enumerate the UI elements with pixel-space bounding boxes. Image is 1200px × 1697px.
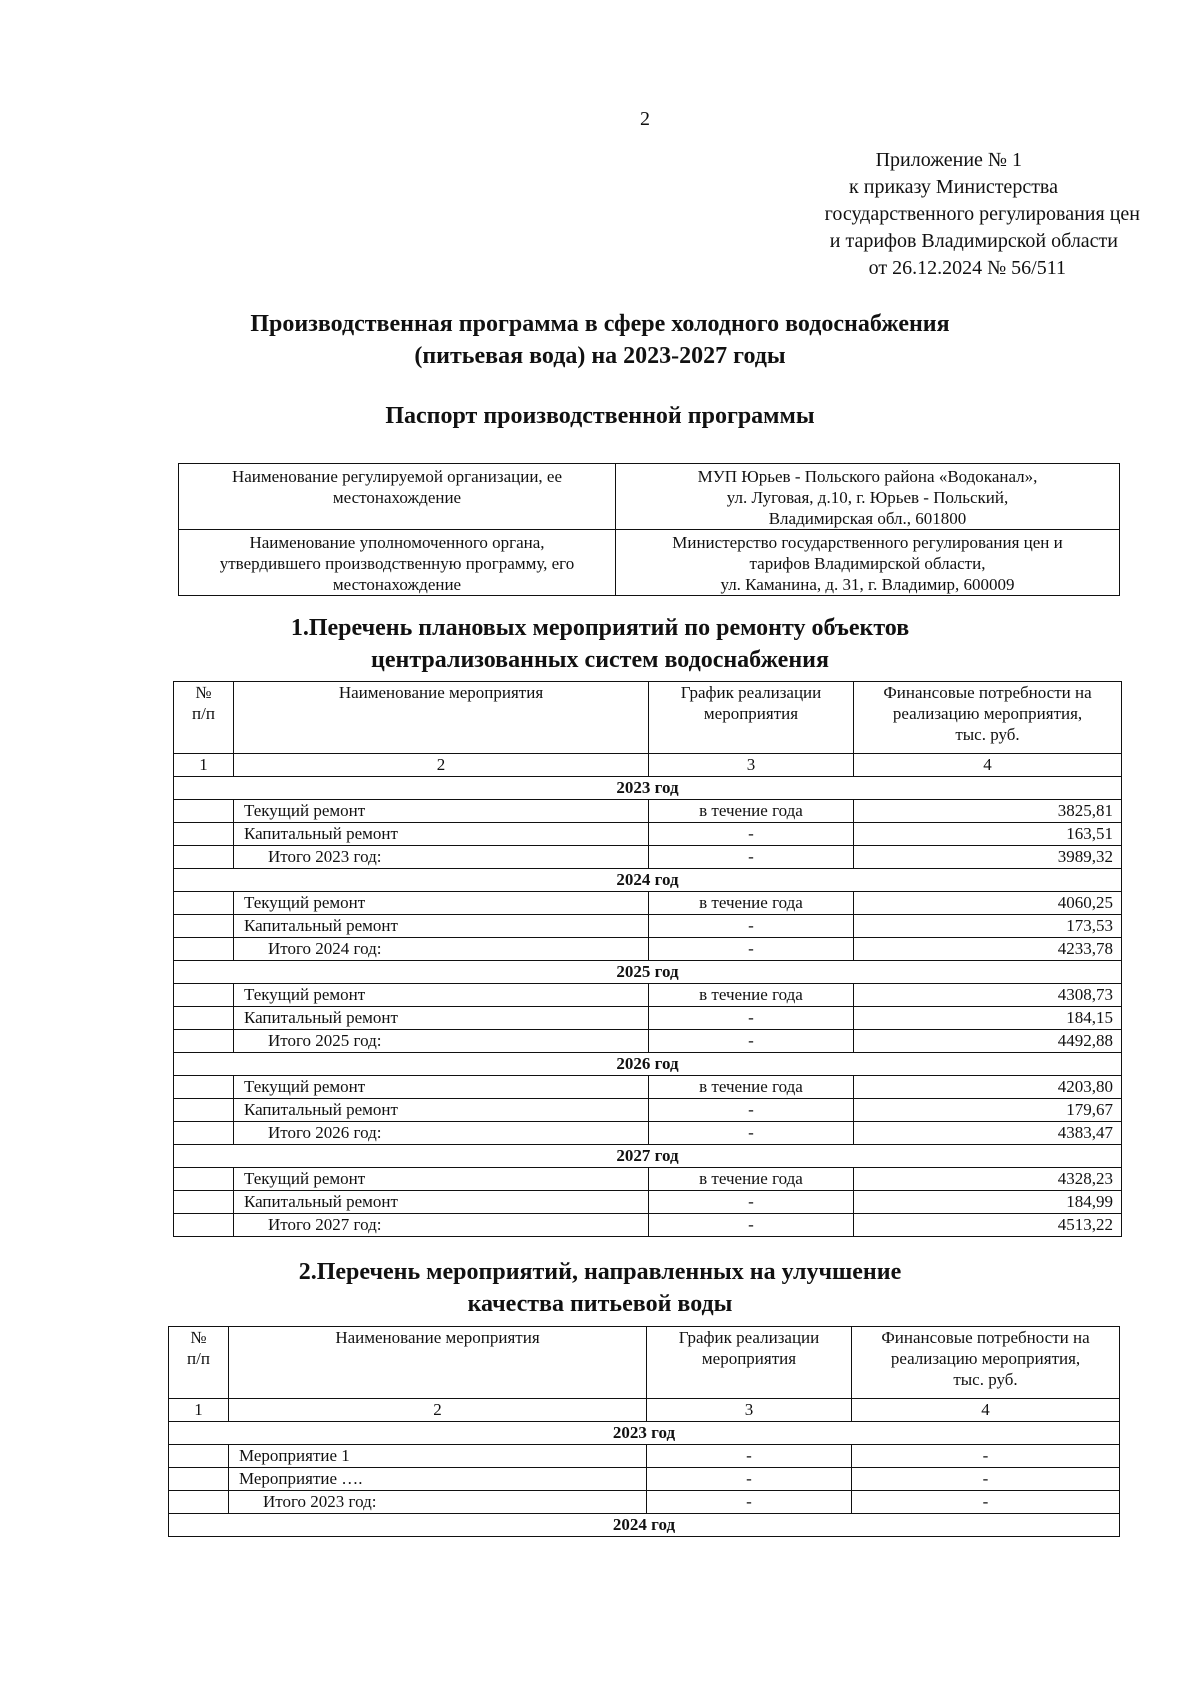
row-name: Текущий ремонт — [234, 892, 649, 915]
appendix-line: к приказу Министерства — [849, 176, 1058, 198]
section1-table — [173, 681, 1122, 1237]
table-row — [174, 846, 1122, 869]
table-row — [174, 1168, 1122, 1191]
row-number — [174, 800, 234, 823]
col-number: 3 — [647, 1399, 852, 1422]
row-value: 4233,78 — [854, 938, 1122, 961]
section2-title — [0, 1256, 1200, 1320]
year-label: 2024 год — [169, 1514, 1120, 1537]
row-name: Итого 2023 год: — [234, 846, 649, 869]
text-line: № — [190, 1328, 207, 1347]
row-number — [169, 1491, 229, 1514]
row-name: Итого 2025 год: — [234, 1030, 649, 1053]
col-number: 1 — [174, 754, 234, 777]
row-schedule: - — [649, 915, 854, 938]
year-row — [174, 961, 1122, 984]
text-line: График реализации — [680, 683, 822, 702]
title-line: 2.Перечень мероприятий, направленных на улучшение — [298, 1259, 902, 1285]
row-name: Капитальный ремонт — [234, 1191, 649, 1214]
row-value: 179,67 — [854, 1099, 1122, 1122]
row-schedule: в течение года — [649, 892, 854, 915]
row-name: Текущий ремонт — [234, 1076, 649, 1099]
row-schedule: - — [649, 823, 854, 846]
row-number — [169, 1468, 229, 1491]
row-schedule: - — [649, 1099, 854, 1122]
year-row — [169, 1422, 1120, 1445]
text-line: тыс. руб. — [953, 1370, 1018, 1389]
col-number: 2 — [234, 754, 649, 777]
row-number — [174, 1214, 234, 1237]
row-schedule: - — [649, 1007, 854, 1030]
table-row — [174, 1122, 1122, 1145]
column-numbers-row — [174, 754, 1122, 777]
table-row — [174, 892, 1122, 915]
text-line: ул. Луговая, д.10, г. Юрьев - Польский, — [726, 488, 1009, 507]
table-row — [169, 1491, 1120, 1514]
page-number: 2 — [640, 108, 650, 130]
section2-table — [168, 1326, 1120, 1537]
row-name: Капитальный ремонт — [234, 823, 649, 846]
row-value: 4308,73 — [854, 984, 1122, 1007]
row-schedule: - — [649, 1214, 854, 1237]
year-label: 2027 год — [174, 1145, 1122, 1168]
year-label: 2024 год — [174, 869, 1122, 892]
title-line: качества питьевой воды — [467, 1291, 733, 1317]
row-schedule: в течение года — [649, 1168, 854, 1191]
passport-title: Паспорт производственной программы — [385, 403, 815, 429]
row-value: 184,15 — [854, 1007, 1122, 1030]
col-num-header — [169, 1327, 229, 1399]
title-line: централизованных систем водоснабжения — [371, 647, 829, 673]
row-name: Капитальный ремонт — [234, 1099, 649, 1122]
table-row — [174, 1214, 1122, 1237]
row-number — [174, 1076, 234, 1099]
col-number: 4 — [854, 754, 1122, 777]
passport-table — [178, 463, 1120, 596]
passport-value — [616, 464, 1120, 530]
row-number — [174, 892, 234, 915]
row-number — [174, 846, 234, 869]
row-schedule: - — [647, 1468, 852, 1491]
text-line: п/п — [187, 1349, 210, 1368]
col-schedule-header — [649, 682, 854, 754]
header-row — [174, 682, 1122, 754]
row-schedule: в течение года — [649, 984, 854, 1007]
row-number — [174, 1030, 234, 1053]
section1-title — [0, 612, 1200, 676]
row-schedule: - — [649, 1191, 854, 1214]
row-schedule: - — [649, 1030, 854, 1053]
text-line: реализацию мероприятия, — [892, 704, 1083, 723]
table-row — [174, 915, 1122, 938]
text-line: Министерство государственного регулирования цен и — [672, 533, 1063, 552]
text-line: Владимирская обл., 601800 — [768, 509, 967, 528]
row-schedule: в течение года — [649, 1076, 854, 1099]
row-value: 4060,25 — [854, 892, 1122, 915]
row-value: 163,51 — [854, 823, 1122, 846]
table-row — [174, 984, 1122, 1007]
text-line: Финансовые потребности на — [881, 1328, 1090, 1347]
header-row — [169, 1327, 1120, 1399]
row-value: 4492,88 — [854, 1030, 1122, 1053]
text-line: Наименование уполномоченного органа, — [249, 533, 545, 552]
table-row — [169, 1468, 1120, 1491]
row-value: 4383,47 — [854, 1122, 1122, 1145]
year-row — [169, 1514, 1120, 1537]
text-line: тыс. руб. — [955, 725, 1020, 744]
row-value: 173,53 — [854, 915, 1122, 938]
row-schedule: - — [649, 1122, 854, 1145]
row-value: - — [852, 1445, 1120, 1468]
row-name: Мероприятие …. — [229, 1468, 647, 1491]
table-row — [174, 1099, 1122, 1122]
row-name: Текущий ремонт — [234, 800, 649, 823]
title-line: (питьевая вода) на 2023-2027 годы — [414, 343, 786, 369]
col-name-header: Наименование мероприятия — [234, 682, 649, 754]
year-row — [174, 1053, 1122, 1076]
table-row — [174, 938, 1122, 961]
row-number — [174, 1191, 234, 1214]
row-schedule: - — [649, 938, 854, 961]
row-number — [169, 1445, 229, 1468]
passport-row — [179, 464, 1120, 530]
table-row — [174, 1007, 1122, 1030]
table-row — [174, 823, 1122, 846]
text-line: п/п — [192, 704, 215, 723]
row-value: - — [852, 1468, 1120, 1491]
col-number: 2 — [229, 1399, 647, 1422]
row-value: - — [852, 1491, 1120, 1514]
row-name: Текущий ремонт — [234, 984, 649, 1007]
text-line: мероприятия — [701, 1349, 797, 1368]
text-line: Наименование регулируемой организации, ее — [231, 467, 563, 486]
row-value: 4328,23 — [854, 1168, 1122, 1191]
year-row — [174, 1145, 1122, 1168]
text-line: График реализации — [678, 1328, 820, 1347]
row-name: Итого 2026 год: — [234, 1122, 649, 1145]
row-schedule: - — [647, 1491, 852, 1514]
text-line: реализацию мероприятия, — [890, 1349, 1081, 1368]
row-name: Итого 2027 год: — [234, 1214, 649, 1237]
year-row — [174, 777, 1122, 800]
appendix-block — [700, 147, 1140, 282]
year-label: 2023 год — [174, 777, 1122, 800]
text-line: местонахождение — [332, 488, 462, 507]
row-number — [174, 1007, 234, 1030]
row-number — [174, 1122, 234, 1145]
row-number — [174, 938, 234, 961]
col-number: 4 — [852, 1399, 1120, 1422]
row-value: 184,99 — [854, 1191, 1122, 1214]
table-row — [174, 1191, 1122, 1214]
col-num-header — [174, 682, 234, 754]
row-name: Текущий ремонт — [234, 1168, 649, 1191]
row-name: Капитальный ремонт — [234, 1007, 649, 1030]
appendix-line: и тарифов Владимирской области — [829, 230, 1118, 252]
appendix-line: от 26.12.2024 № 56/511 — [868, 257, 1066, 279]
row-number — [174, 1168, 234, 1191]
col-finance-header — [854, 682, 1122, 754]
text-line: местонахождение — [332, 575, 462, 594]
appendix-line: Приложение № 1 — [875, 149, 1022, 171]
table-row — [174, 800, 1122, 823]
row-number — [174, 984, 234, 1007]
text-line: утвердившего производственную программу, его — [219, 554, 575, 573]
appendix-line: государственного регулирования цен — [824, 203, 1140, 225]
year-label: 2023 год — [169, 1422, 1120, 1445]
text-line: № — [195, 683, 212, 702]
year-label: 2026 год — [174, 1053, 1122, 1076]
row-name: Мероприятие 1 — [229, 1445, 647, 1468]
row-number — [174, 823, 234, 846]
col-name-header: Наименование мероприятия — [229, 1327, 647, 1399]
row-value: 3989,32 — [854, 846, 1122, 869]
col-finance-header — [852, 1327, 1120, 1399]
title-line: 1.Перечень плановых мероприятий по ремонту объектов — [290, 615, 910, 641]
row-schedule: - — [649, 846, 854, 869]
passport-value — [616, 530, 1120, 596]
table-row — [174, 1030, 1122, 1053]
row-number — [174, 1099, 234, 1122]
row-schedule: - — [647, 1445, 852, 1468]
text-line: тарифов Владимирской области, — [749, 554, 986, 573]
passport-label — [179, 530, 616, 596]
text-line: Финансовые потребности на — [883, 683, 1092, 702]
row-schedule: в течение года — [649, 800, 854, 823]
passport-label — [179, 464, 616, 530]
year-row — [174, 869, 1122, 892]
table-row — [169, 1445, 1120, 1468]
row-value: 4513,22 — [854, 1214, 1122, 1237]
row-name: Итого 2023 год: — [229, 1491, 647, 1514]
col-number: 3 — [649, 754, 854, 777]
row-number — [174, 915, 234, 938]
row-name: Капитальный ремонт — [234, 915, 649, 938]
passport-row — [179, 530, 1120, 596]
col-number: 1 — [169, 1399, 229, 1422]
table-row — [174, 1076, 1122, 1099]
document-title — [0, 308, 1200, 372]
year-label: 2025 год — [174, 961, 1122, 984]
row-value: 4203,80 — [854, 1076, 1122, 1099]
text-line: ул. Каманина, д. 31, г. Владимир, 600009 — [720, 575, 1015, 594]
row-name: Итого 2024 год: — [234, 938, 649, 961]
col-schedule-header — [647, 1327, 852, 1399]
text-line: МУП Юрьев - Польского района «Водоканал», — [697, 467, 1038, 486]
row-value: 3825,81 — [854, 800, 1122, 823]
column-numbers-row — [169, 1399, 1120, 1422]
title-line: Производственная программа в сфере холодного водоснабжения — [250, 311, 950, 337]
text-line: мероприятия — [703, 704, 799, 723]
